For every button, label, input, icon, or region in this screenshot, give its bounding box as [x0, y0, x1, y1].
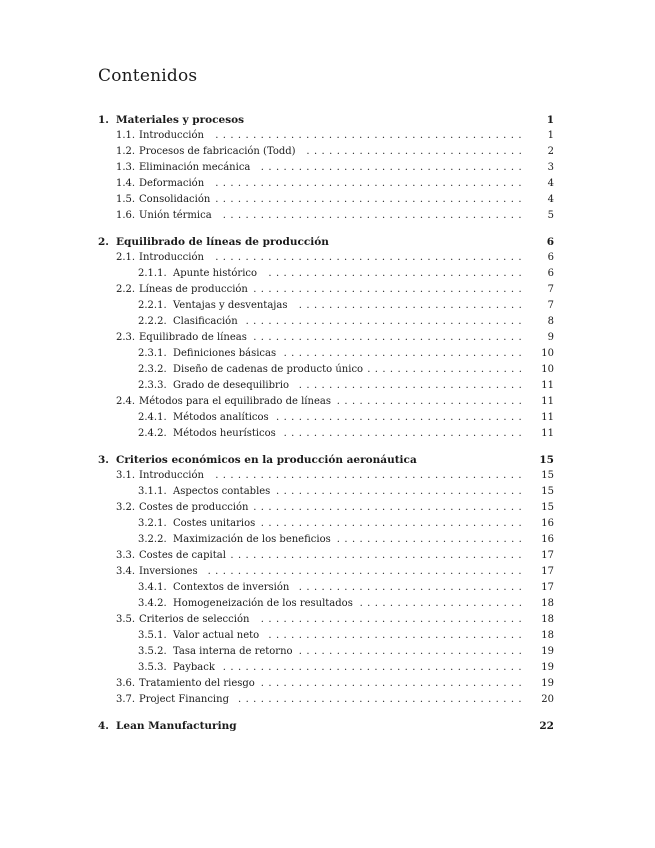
toc-entry-page-number: 18: [541, 630, 554, 641]
toc-entry-page-number: 11: [541, 380, 554, 391]
toc-subsection-entry[interactable]: [0, 427, 655, 441]
toc-entry-title: Métodos analíticos: [173, 412, 269, 423]
toc-entry-title: Eliminación mecánica: [139, 162, 251, 173]
toc-entry-title: Líneas de producción: [139, 284, 248, 295]
toc-entry-number: 2.1.1.: [138, 268, 167, 279]
toc-entry-number: 2.1.: [116, 252, 136, 263]
toc-dot-leader: ........................................: [222, 662, 526, 673]
toc-entry-number: 3.4.: [116, 566, 136, 577]
toc-entry-title: Aspectos contables: [173, 486, 271, 497]
toc-chapter-entry[interactable]: [0, 453, 655, 467]
toc-entry-title: Consolidación: [139, 194, 211, 205]
toc-entry-title: Valor actual neto: [173, 630, 260, 641]
toc-entry-number: 2.4.1.: [138, 412, 167, 423]
toc-entry-title: Definiciones básicas: [173, 348, 277, 359]
toc-entry-page-number: 17: [541, 566, 554, 577]
toc-entry-page-number: 7: [547, 300, 554, 311]
toc-entry-title: Deformación: [139, 178, 205, 189]
toc-dot-leader: ........................................: [222, 210, 526, 221]
toc-subsection-entry[interactable]: [0, 315, 655, 329]
toc-entry-page-number: 8: [547, 316, 554, 327]
toc-entry-title: Equilibrado de líneas: [139, 332, 247, 343]
toc-dot-leader: .........................................: [215, 194, 526, 205]
toc-section-entry[interactable]: [0, 331, 655, 345]
toc-section-entry[interactable]: [0, 395, 655, 409]
toc-dot-leader: ................................: [283, 348, 527, 359]
toc-entry-title: Unión térmica: [139, 210, 212, 221]
toc-dot-leader: ...................................: [260, 614, 527, 625]
toc-subsection-entry[interactable]: [0, 629, 655, 643]
toc-entry-page-number: 16: [541, 534, 554, 545]
toc-dot-leader: .........................: [336, 534, 527, 545]
toc-dot-leader: ..............................: [298, 380, 527, 391]
toc-entry-page-number: 10: [541, 364, 554, 375]
toc-entry-page-number: 5: [547, 210, 554, 221]
toc-entry-page-number: 6: [547, 268, 554, 279]
toc-entry-number: 2.4.: [116, 396, 136, 407]
toc-entry-title: Materiales y procesos: [116, 114, 245, 126]
toc-entry-title: Criterios de selección: [139, 614, 250, 625]
toc-entry-number: 3.1.: [116, 470, 136, 481]
toc-entry-page-number: 11: [541, 412, 554, 423]
toc-entry-page-number: 16: [541, 518, 554, 529]
toc-entry-title: Maximización de los beneficios: [173, 534, 331, 545]
toc-subsection-entry[interactable]: [0, 485, 655, 499]
toc-section-entry[interactable]: [0, 161, 655, 175]
toc-entry-number: 1.1.: [116, 130, 136, 141]
toc-dot-leader: ..................................: [268, 268, 527, 279]
toc-entry-number: 1.3.: [116, 162, 136, 173]
toc-entry-number: 2.2.1.: [138, 300, 167, 311]
toc-entry-title: Grado de desequilibrio: [173, 380, 290, 391]
toc-dot-leader: ......................................: [238, 694, 526, 705]
toc-dot-leader: ....................................: [253, 332, 527, 343]
toc-entry-page-number: 11: [541, 428, 554, 439]
toc-entry-number: 3.: [98, 454, 109, 466]
toc-dot-leader: .....................: [367, 364, 527, 375]
toc-entry-page-number: 4: [547, 194, 554, 205]
toc-entry-title: Project Financing: [139, 694, 229, 705]
toc-entry-page-number: 6: [547, 252, 554, 263]
toc-dot-leader: ..................................: [268, 630, 527, 641]
toc-entry-number: 3.1.1.: [138, 486, 167, 497]
toc-entry-number: 1.6.: [116, 210, 136, 221]
toc-entry-title: Costes unitarios: [173, 518, 256, 529]
toc-dot-leader: .............................: [306, 146, 527, 157]
toc-section-entry[interactable]: [0, 613, 655, 627]
toc-entry-number: 3.2.: [116, 502, 136, 513]
toc-entry-page-number: 18: [541, 598, 554, 609]
toc-subsection-entry[interactable]: [0, 581, 655, 595]
toc-dot-leader: .........................: [336, 396, 527, 407]
toc-entry-number: 4.: [98, 720, 109, 732]
toc-dot-leader: .......................................: [230, 550, 526, 561]
toc-dot-leader: .................................: [276, 486, 527, 497]
toc-dot-leader: ..............................: [298, 646, 527, 657]
toc-dot-leader: ....................................: [253, 502, 527, 513]
toc-entry-page-number: 7: [547, 284, 554, 295]
toc-entry-number: 3.2.1.: [138, 518, 167, 529]
toc-dot-leader: ..........................................: [207, 566, 526, 577]
toc-entry-number: 1.2.: [116, 146, 136, 157]
toc-dot-leader: ..............................: [298, 582, 527, 593]
toc-section-entry[interactable]: [0, 549, 655, 563]
toc-entry-number: 2.3.2.: [138, 364, 167, 375]
toc-entry-page-number: 1: [546, 114, 554, 126]
toc-dot-leader: .........................................: [215, 130, 526, 141]
toc-entry-number: 3.5.: [116, 614, 136, 625]
toc-entry-page-number: 11: [541, 396, 554, 407]
toc-entry-page-number: 15: [541, 486, 554, 497]
toc-entry-title: Métodos heurísticos: [173, 428, 276, 439]
toc-entry-number: 3.4.2.: [138, 598, 167, 609]
toc-entry-page-number: 22: [539, 720, 554, 732]
toc-subsection-entry[interactable]: [0, 411, 655, 425]
toc-section-entry[interactable]: [0, 469, 655, 483]
toc-entry-number: 3.7.: [116, 694, 136, 705]
toc-subsection-entry[interactable]: [0, 347, 655, 361]
toc-entry-title: Costes de capital: [139, 550, 226, 561]
toc-dot-leader: ...................................: [260, 678, 527, 689]
toc-section-entry[interactable]: [0, 677, 655, 691]
toc-chapter-entry[interactable]: [0, 719, 655, 733]
toc-entry-page-number: 4: [547, 178, 554, 189]
toc-entry-number: 2.3.1.: [138, 348, 167, 359]
toc-subsection-entry[interactable]: [0, 533, 655, 547]
toc-entry-number: 2.2.2.: [138, 316, 167, 327]
toc-entry-number: 2.3.: [116, 332, 136, 343]
toc-section-entry[interactable]: [0, 501, 655, 515]
toc-section-entry[interactable]: [0, 209, 655, 223]
toc-entry-page-number: 19: [541, 678, 554, 689]
toc-entry-number: 1.4.: [116, 178, 136, 189]
toc-entry-page-number: 15: [541, 502, 554, 513]
toc-entry-title: Procesos de fabricación (Todd): [139, 146, 296, 157]
toc-entry-page-number: 9: [547, 332, 554, 343]
toc-entry-page-number: 17: [541, 550, 554, 561]
toc-entry-title: Costes de producción: [139, 502, 249, 513]
toc-section-entry[interactable]: [0, 177, 655, 191]
toc-section-entry[interactable]: [0, 565, 655, 579]
toc-entry-title: Apunte histórico: [173, 268, 258, 279]
toc-subsection-entry[interactable]: [0, 379, 655, 393]
toc-entry-number: 2.2.: [116, 284, 136, 295]
toc-dot-leader: ...................................: [260, 162, 527, 173]
toc-entry-page-number: 10: [541, 348, 554, 359]
toc-entry-page-number: 19: [541, 662, 554, 673]
toc-subsection-entry[interactable]: [0, 661, 655, 675]
toc-subsection-entry[interactable]: [0, 645, 655, 659]
toc-entry-title: Introducción: [139, 252, 204, 263]
toc-entry-title: Diseño de cadenas de producto único: [173, 364, 364, 375]
toc-subsection-entry[interactable]: [0, 597, 655, 611]
toc-entry-number: 1.: [98, 114, 109, 126]
toc-dot-leader: .........................................: [215, 470, 526, 481]
toc-entry-title: Payback: [173, 662, 215, 673]
toc-entry-page-number: 1: [547, 130, 554, 141]
toc-entry-title: Criterios económicos en la producción aeronáutica: [116, 454, 417, 466]
toc-subsection-entry[interactable]: [0, 363, 655, 377]
toc-entry-number: 1.5.: [116, 194, 136, 205]
toc-section-entry[interactable]: [0, 193, 655, 207]
toc-dot-leader: ................................: [283, 428, 527, 439]
toc-entry-number: 3.4.1.: [138, 582, 167, 593]
toc-section-entry[interactable]: [0, 129, 655, 143]
toc-entry-page-number: 17: [541, 582, 554, 593]
toc-entry-page-number: 2: [547, 146, 554, 157]
toc-entry-number: 3.3.: [116, 550, 136, 561]
toc-subsection-entry[interactable]: [0, 299, 655, 313]
toc-entry-title: Lean Manufacturing: [116, 720, 237, 732]
toc-dot-leader: ....................................: [253, 284, 527, 295]
toc-chapter-entry[interactable]: [0, 113, 655, 127]
toc-entry-title: Métodos para el equilibrado de líneas: [139, 396, 331, 407]
toc-section-entry[interactable]: [0, 145, 655, 159]
toc-entry-page-number: 20: [541, 694, 554, 705]
toc-entry-number: 3.5.1.: [138, 630, 167, 641]
toc-entry-page-number: 15: [539, 454, 554, 466]
toc-entry-title: Tratamiento del riesgo: [139, 678, 255, 689]
toc-entry-title: Clasificación: [173, 316, 238, 327]
toc-entry-number: 3.5.3.: [138, 662, 167, 673]
toc-dot-leader: .........................................: [215, 252, 526, 263]
toc-entry-title: Ventajas y desventajas: [173, 300, 288, 311]
toc-entry-title: Introducción: [139, 470, 204, 481]
toc-entry-title: Contextos de inversión: [173, 582, 290, 593]
toc-entry-page-number: 19: [541, 646, 554, 657]
toc-dot-leader: ..............................: [298, 300, 527, 311]
toc-subsection-entry[interactable]: [0, 267, 655, 281]
toc-entry-page-number: 3: [547, 162, 554, 173]
page-title: Contenidos: [98, 66, 198, 86]
toc-entry-title: Equilibrado de líneas de producción: [116, 236, 329, 248]
toc-entry-title: Introducción: [139, 130, 204, 141]
toc-entry-number: 3.2.2.: [138, 534, 167, 545]
toc-entry-number: 2.: [98, 236, 109, 248]
toc-section-entry[interactable]: [0, 251, 655, 265]
toc-dot-leader: ......................: [359, 598, 527, 609]
toc-dot-leader: .................................: [276, 412, 527, 423]
toc-section-entry[interactable]: [0, 283, 655, 297]
toc-dot-leader: .........................................: [215, 178, 526, 189]
toc-entry-title: Homogeneización de los resultados: [173, 598, 353, 609]
toc-dot-leader: .....................................: [245, 316, 527, 327]
toc-entry-page-number: 18: [541, 614, 554, 625]
toc-entry-title: Inversiones: [139, 566, 198, 577]
toc-entry-number: 3.6.: [116, 678, 136, 689]
toc-entry-title: Tasa interna de retorno: [173, 646, 293, 657]
toc-dot-leader: ...................................: [260, 518, 527, 529]
toc-entry-number: 2.4.2.: [138, 428, 167, 439]
toc-section-entry[interactable]: [0, 693, 655, 707]
toc-entry-number: 3.5.2.: [138, 646, 167, 657]
toc-chapter-entry[interactable]: [0, 235, 655, 249]
toc-entry-page-number: 15: [541, 470, 554, 481]
toc-entry-number: 2.3.3.: [138, 380, 167, 391]
toc-subsection-entry[interactable]: [0, 517, 655, 531]
toc-entry-page-number: 6: [546, 236, 554, 248]
